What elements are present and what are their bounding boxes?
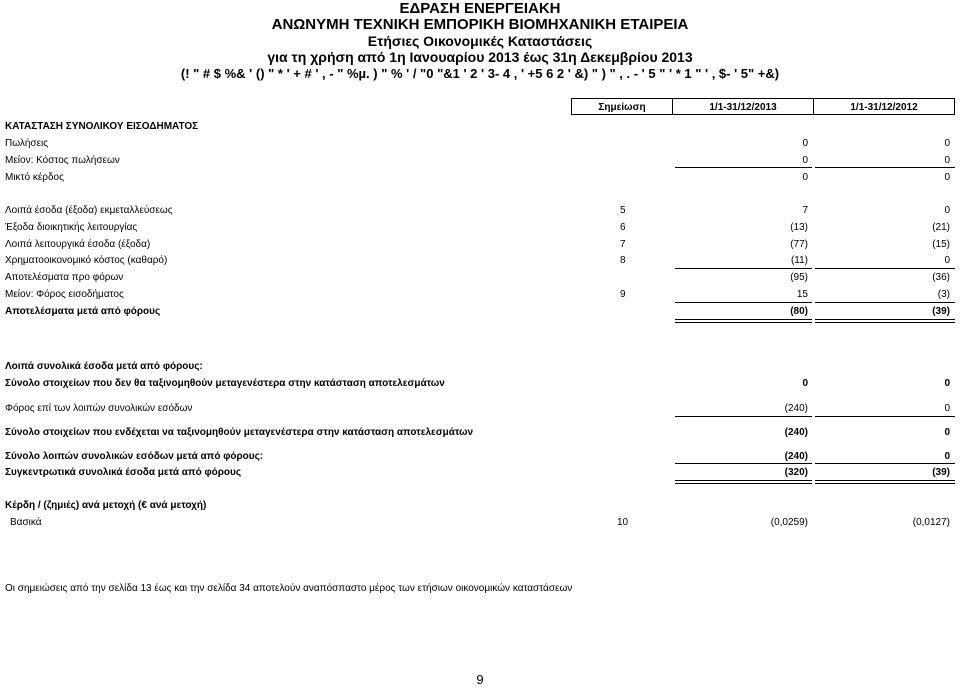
year-2013-column-header: 1/1-31/12/2013: [672, 98, 814, 115]
value-2012: (39): [932, 467, 950, 478]
value-2013: (77): [790, 239, 808, 250]
row-label: Χρηματοοικονομικό κόστος (καθαρό): [5, 255, 168, 266]
value-2013: (320): [784, 467, 808, 478]
company-legal-name: ΑΝΩΝΥΜΗ ΤΕΧΝΙΚΗ ΕΜΠΟΡΙΚΗ ΒΙΟΜΗΧΑΝΙΚΗ ΕΤΑΙΡΕΙΑ: [271, 16, 689, 33]
underline: [675, 302, 812, 303]
underline: [675, 167, 812, 168]
row-label: Σύνολο λοιπών συνολικών εσόδων μετά από φόρους:: [5, 451, 264, 462]
value-2012: 0: [944, 451, 950, 462]
footnote: Οι σημειώσεις από την σελίδα 13 έως και την σελίδα 34 αποτελούν αναπόσπαστο μέρος των ετήσιων οικονομικών καταστάσεων: [5, 583, 573, 594]
statements-title: Ετήσιες Οικονομικές Καταστάσεις: [367, 33, 593, 49]
value-2012: 0: [944, 403, 950, 414]
value-2012: (36): [932, 272, 950, 283]
underline: [815, 302, 955, 303]
underline: [675, 268, 812, 269]
row-label: Λοιπά έσοδα (έξοδα) εκμεταλλεύσεως: [5, 205, 173, 216]
value-2012: (21): [932, 222, 950, 233]
value-2013: 0: [802, 138, 808, 149]
oci-title: Λοιπά συνολικά έσοδα μετά από φόρους:: [5, 361, 203, 372]
value-2013: (13): [790, 222, 808, 233]
note-ref: 8: [620, 255, 626, 266]
note-ref: 10: [617, 517, 629, 528]
note-column-header: Σημείωση: [571, 98, 673, 115]
value-2012: 0: [944, 205, 950, 216]
double-underline: [675, 480, 812, 484]
section-title: ΚΑΤΑΣΤΑΣΗ ΣΥΝΟΛΙΚΟΥ ΕΙΣΟΔΗΜΑΤΟΣ: [5, 121, 199, 132]
value-2013: (80): [790, 306, 808, 317]
underline: [675, 416, 812, 417]
value-2013: (240): [784, 451, 808, 462]
value-2012: 0: [944, 138, 950, 149]
note-ref: 6: [620, 222, 626, 233]
row-label: Φόρος επί των λοιπών συνολικών εσόδων: [5, 403, 193, 414]
underline: [675, 463, 812, 464]
note-ref: 5: [620, 205, 626, 216]
year-2012-column-header: 1/1-31/12/2012: [813, 98, 955, 115]
row-label: Αποτελέσματα μετά από φόρους: [5, 306, 161, 317]
underline: [815, 463, 955, 464]
double-underline: [815, 319, 955, 323]
value-2013: (0,0259): [770, 517, 808, 528]
row-label: Πωλήσεις: [5, 138, 49, 149]
underline: [815, 167, 955, 168]
row-label: Σύνολο στοιχείων που ενδέχεται να ταξινομηθούν μεταγενέστερα στην κατάσταση αποτελεσμάτων: [5, 427, 474, 438]
row-label: Μικτό κέρδος: [5, 172, 64, 183]
eps-title: Κέρδη / (ζημιές) ανά μετοχή (€ ανά μετοχή): [5, 500, 207, 511]
value-2013: (240): [784, 403, 808, 414]
double-underline: [815, 480, 955, 484]
note-ref: 7: [620, 239, 626, 250]
underline: [815, 268, 955, 269]
value-2013: (95): [790, 272, 808, 283]
garbled-subtitle: (! " # $ %& ' () " * ' + # ' , - " %µ. ) " % ' / "0 "&1 ' 2 ' 3- 4 , ' +5 6 2 ' &) " ) " , . - ' 5 " ' * 1 " ' , $- ' 5" +&): [180, 66, 780, 81]
value-2012: 0: [944, 155, 950, 166]
value-2012: (0,0127): [912, 517, 950, 528]
page-number: 9: [476, 672, 484, 687]
value-2013: 7: [802, 205, 808, 216]
row-label: Μείον: Φόρος εισοδήματος: [5, 289, 124, 300]
double-underline: [675, 319, 812, 323]
value-2013: (240): [784, 427, 808, 438]
value-2012: (15): [932, 239, 950, 250]
row-label: Έξοδα διοικητικής λειτουργίας: [5, 222, 138, 233]
underline: [815, 416, 955, 417]
value-2012: 0: [944, 172, 950, 183]
value-2012: 0: [944, 378, 950, 389]
value-2013: (11): [790, 255, 808, 266]
value-2012: (3): [937, 289, 950, 300]
row-label: Λοιπά λειτουργικά έσοδα (έξοδα): [5, 239, 151, 250]
row-label: Συγκεντρωτικά συνολικά έσοδα μετά από φόρους: [5, 467, 242, 478]
row-label: Αποτελέσματα προ φόρων: [5, 272, 124, 283]
value-2013: 0: [802, 155, 808, 166]
value-2013: 0: [802, 378, 808, 389]
value-2013: 15: [796, 289, 808, 300]
period-title: για τη χρήση από 1η Ιανουαρίου 2013 έως 31η Δεκεμβρίου 2013: [267, 49, 693, 65]
value-2012: 0: [944, 255, 950, 266]
value-2013: 0: [802, 172, 808, 183]
row-label: Σύνολο στοιχείων που δεν θα ταξινομηθούν μεταγενέστερα στην κατάσταση αποτελεσμάτων: [5, 378, 445, 389]
value-2012: 0: [944, 427, 950, 438]
row-label: Βασικά: [10, 517, 42, 528]
note-ref: 9: [620, 289, 626, 300]
company-name: ΕΔΡΑΣΗ ΕΝΕΡΓΕΙΑΚΗ: [399, 0, 561, 17]
row-label: Μείον: Κόστος πωλήσεων: [5, 155, 120, 166]
value-2012: (39): [932, 306, 950, 317]
